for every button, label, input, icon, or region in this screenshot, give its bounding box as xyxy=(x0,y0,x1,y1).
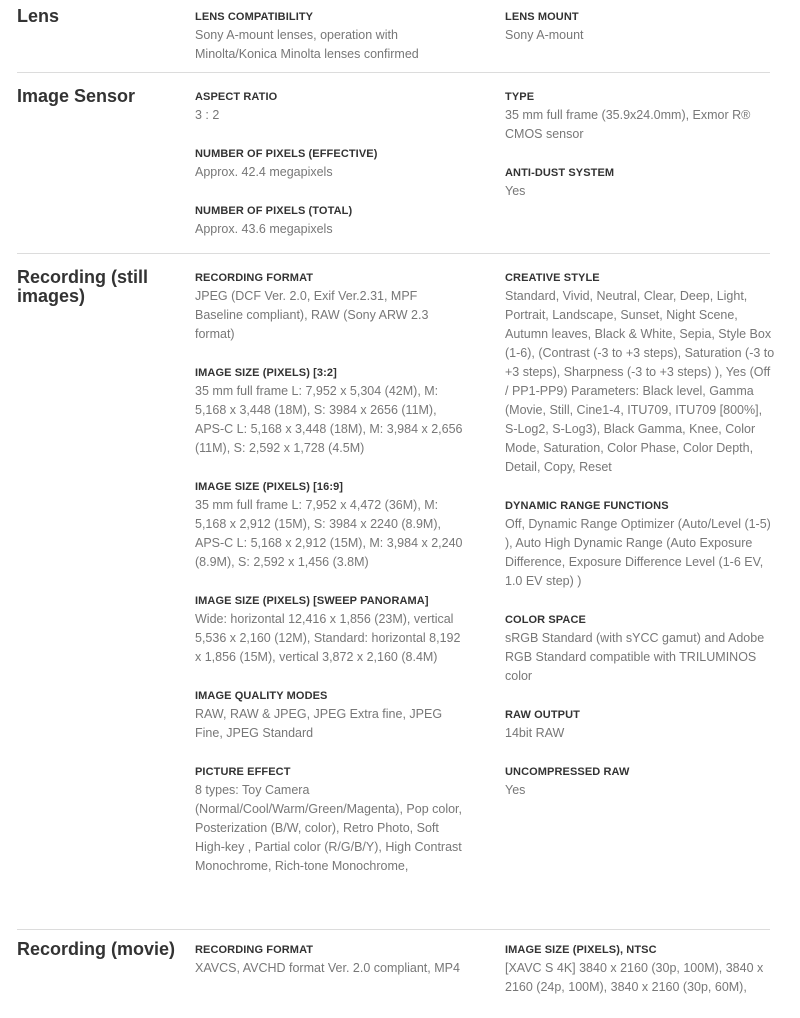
spec-label: NUMBER OF PIXELS (TOTAL) xyxy=(195,205,353,217)
spec-value: 35 mm full frame L: 7,952 x 4,472 (36M), M: 5,168 x 2,912 (15M), S: 3984 x 2240 (8.9M), APS-C L: 5,168 x 2,912 (15M), M: 3,984 x 2,240 (8.9M), S: 2,592 x 1,456 (3.8M) xyxy=(195,498,463,569)
section-divider xyxy=(17,929,770,930)
spec-label: IMAGE SIZE (PIXELS) [3:2] xyxy=(195,367,337,379)
spec-item xyxy=(505,498,775,591)
spec-value: JPEG (DCF Ver. 2.0, Exif Ver.2.31, MPF Baseline compliant), RAW (Sony ARW 2.3 format) xyxy=(195,289,429,341)
spec-value: Approx. 43.6 megapixels xyxy=(195,222,333,236)
spec-item xyxy=(505,707,775,743)
spec-column-left xyxy=(195,89,465,260)
spec-label: TYPE xyxy=(505,91,535,103)
spec-value: 14bit RAW xyxy=(505,726,565,740)
spec-item xyxy=(195,203,465,239)
spec-column-left xyxy=(195,270,465,897)
spec-item xyxy=(195,270,465,344)
spec-value: Yes xyxy=(505,184,526,198)
section-title: Lens xyxy=(17,6,60,26)
spec-value: Off, Dynamic Range Optimizer (Auto/Level (1-5) ), Auto High Dynamic Range (Auto Exposure Difference, Exposure Difference Level (1-6 EV, 1.0 EV step) ) xyxy=(505,517,771,588)
spec-label: IMAGE QUALITY MODES xyxy=(195,690,328,702)
spec-value: RAW, RAW & JPEG, JPEG Extra fine, JPEG Fine, JPEG Standard xyxy=(195,707,443,740)
spec-value: XAVCS, AVCHD format Ver. 2.0 compliant, MP4 xyxy=(195,961,460,975)
spec-label: LENS COMPATIBILITY xyxy=(195,11,314,23)
spec-label: RAW OUTPUT xyxy=(505,709,580,721)
spec-item xyxy=(195,942,465,978)
spec-label: LENS MOUNT xyxy=(505,11,579,23)
spec-label: DYNAMIC RANGE FUNCTIONS xyxy=(505,500,669,512)
spec-column-left xyxy=(195,942,465,999)
spec-item xyxy=(505,942,775,997)
spec-item xyxy=(505,764,775,800)
spec-item xyxy=(195,593,465,667)
spec-column-right xyxy=(505,270,775,821)
spec-item xyxy=(195,146,465,182)
section-title: Image Sensor xyxy=(17,86,136,106)
spec-label: IMAGE SIZE (PIXELS) [SWEEP PANORAMA] xyxy=(195,595,429,607)
spec-item xyxy=(505,270,775,477)
spec-value: Yes xyxy=(505,783,526,797)
spec-label: ASPECT RATIO xyxy=(195,91,278,103)
spec-label: IMAGE SIZE (PIXELS) [16:9] xyxy=(195,481,344,493)
section-title: Recording (movie) xyxy=(17,939,176,959)
spec-item xyxy=(195,365,465,458)
spec-label: NUMBER OF PIXELS (EFFECTIVE) xyxy=(195,148,378,160)
spec-value: Sony A-mount lenses, operation with Minolta/Konica Minolta lenses confirmed xyxy=(195,28,419,61)
spec-label: RECORDING FORMAT xyxy=(195,944,314,956)
spec-value: 3 : 2 xyxy=(195,108,220,122)
section-title: Recording (still images) xyxy=(17,267,149,306)
spec-label: ANTI-DUST SYSTEM xyxy=(505,167,615,179)
spec-value: 8 types: Toy Camera (Normal/Cool/Warm/Green/Magenta), Pop color, Posterization (B/W, color), Retro Photo, Soft High-key , Partial color (R/G/B/Y), High Contrast Monochrome, Rich-tone Monochrome, xyxy=(195,783,462,873)
spec-label: IMAGE SIZE (PIXELS), NTSC xyxy=(505,944,657,956)
spec-label: RECORDING FORMAT xyxy=(195,272,314,284)
section-divider xyxy=(17,72,770,73)
spec-label: UNCOMPRESSED RAW xyxy=(505,766,630,778)
spec-item xyxy=(505,89,775,144)
spec-column-left xyxy=(195,9,465,85)
spec-label: COLOR SPACE xyxy=(505,614,586,626)
spec-column-right xyxy=(505,942,775,1018)
spec-item xyxy=(195,764,465,876)
spec-item xyxy=(195,9,465,64)
spec-value: [XAVC S 4K] 3840 x 2160 (30p, 100M), 3840 x 2160 (24p, 100M), 3840 x 2160 (30p, 60M), xyxy=(505,961,764,994)
spec-value: Standard, Vivid, Neutral, Clear, Deep, Light, Portrait, Landscape, Sunset, Night Scene, Autumn leaves, Black & White, Sepia, Style Box (1-6), (Contrast (-3 to +3 steps), Saturation (-3 to +3 steps), Sharpness (-3 to +3 steps) ), Yes (Off / PP1-PP9) Parameters: Black level, Gamma (Movie, Still, Cine1-4, ITU709, ITU709 [800%], S-Log2, S-Log3), Black Gamma, Knee, Color Mode, Saturation, Color Phase, Color Depth, Detail, Copy, Reset xyxy=(505,289,775,474)
spec-value: Wide: horizontal 12,416 x 1,856 (23M), vertical 5,536 x 2,160 (12M), Standard: horizontal 8,192 x 1,856 (15M), vertical 3,872 x 2,160 (8.4M) xyxy=(195,612,461,664)
spec-item xyxy=(195,89,465,125)
spec-value: Approx. 42.4 megapixels xyxy=(195,165,333,179)
spec-item xyxy=(195,479,465,572)
spec-value: 35 mm full frame (35.9x24.0mm), Exmor R® CMOS sensor xyxy=(505,108,751,141)
spec-value: Sony A-mount xyxy=(505,28,584,42)
spec-value: 35 mm full frame L: 7,952 x 5,304 (42M), M: 5,168 x 3,448 (18M), S: 3984 x 2656 (11M), APS-C L: 5,168 x 3,448 (18M), M: 3,984 x 2,656 (11M), S: 2,592 x 1,728 (4.5M) xyxy=(195,384,463,455)
section-divider xyxy=(17,253,770,254)
spec-label: PICTURE EFFECT xyxy=(195,766,291,778)
spec-column-right xyxy=(505,89,775,222)
spec-item xyxy=(505,9,775,45)
spec-item xyxy=(195,688,465,743)
spec-item xyxy=(505,612,775,686)
spec-value: sRGB Standard (with sYCC gamut) and Adobe RGB Standard compatible with TRILUMINOS color xyxy=(505,631,765,683)
spec-item xyxy=(505,165,775,201)
spec-column-right xyxy=(505,9,775,66)
spec-label: CREATIVE STYLE xyxy=(505,272,600,284)
